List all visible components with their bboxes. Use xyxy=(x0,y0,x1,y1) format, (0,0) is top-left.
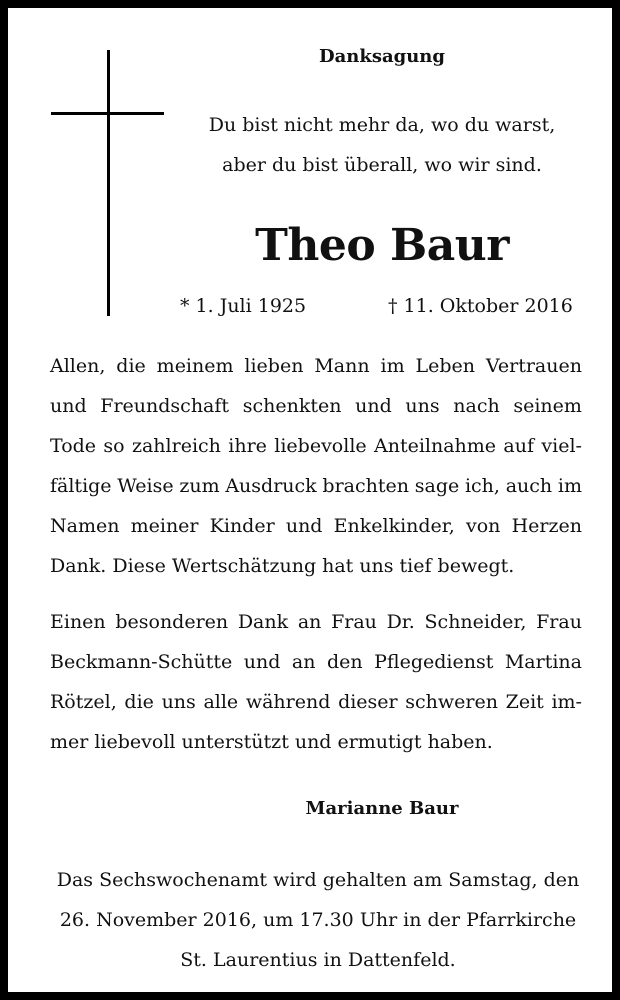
signature: Marianne Baur xyxy=(305,798,459,819)
word: so xyxy=(103,435,125,457)
word: brachten xyxy=(322,475,409,497)
last-line xyxy=(50,722,582,762)
last-line xyxy=(50,546,582,586)
cross-icon-crossbar xyxy=(51,112,164,115)
word: Namen xyxy=(50,515,120,537)
word: seinem xyxy=(513,395,582,417)
word: meinem xyxy=(156,355,234,377)
word: ihre xyxy=(228,435,267,457)
heading-danksagung: Danksagung xyxy=(319,46,445,67)
justified-line xyxy=(50,642,582,682)
word: uns xyxy=(161,691,196,713)
word: Schneider, xyxy=(424,611,527,633)
poem-line-1: Du bist nicht mehr da, wo du warst, xyxy=(208,114,556,136)
word: Allen, xyxy=(50,355,106,377)
word: lieben xyxy=(244,355,304,377)
word: meiner xyxy=(130,515,199,537)
word: Tode xyxy=(50,435,97,457)
word: bewegt. xyxy=(437,555,515,577)
word: den xyxy=(326,651,363,673)
word: schweren xyxy=(405,691,498,713)
notice-line-3: St. Laurentius in Dattenfeld. xyxy=(180,949,456,971)
word: Weise xyxy=(117,475,174,497)
justified-line xyxy=(50,602,582,642)
word: im xyxy=(380,355,405,377)
word: Einen xyxy=(50,611,106,633)
word: und xyxy=(243,651,281,673)
justified-line xyxy=(50,506,582,546)
word: viel- xyxy=(541,435,582,457)
word: und xyxy=(50,395,87,417)
word: an xyxy=(291,651,316,673)
word: während xyxy=(245,691,331,713)
word: dieser xyxy=(338,691,398,713)
word: Diese xyxy=(112,555,166,577)
word: Beckmann-Schütte xyxy=(50,651,233,673)
word: und xyxy=(294,731,332,753)
word: Zeit xyxy=(505,691,544,713)
word: nach xyxy=(453,395,500,417)
thanks-paragraph-1 xyxy=(50,346,582,586)
cross-icon xyxy=(107,50,110,316)
word: und xyxy=(285,515,323,537)
word: die xyxy=(116,355,146,377)
word: Herzen xyxy=(511,515,582,537)
word: hat xyxy=(322,555,354,577)
word: ich, xyxy=(464,475,500,497)
word: auf xyxy=(503,435,535,457)
word: Martina xyxy=(504,651,582,673)
word: zum xyxy=(179,475,220,497)
notice-line-2: 26. November 2016, um 17.30 Uhr in der Pfarrkirche xyxy=(59,909,577,931)
word: fältige xyxy=(50,475,112,497)
poem-line-2: aber du bist überall, wo wir sind. xyxy=(222,154,542,176)
deceased-name: Theo Baur xyxy=(255,220,509,271)
word: mer xyxy=(50,731,89,753)
word: Frau xyxy=(331,611,377,633)
word: Frau xyxy=(536,611,582,633)
word: Dr. xyxy=(386,611,415,633)
word: liebevoll xyxy=(94,731,176,753)
word: Rötzel, xyxy=(50,691,117,713)
word: schenkten xyxy=(242,395,342,417)
justified-line xyxy=(50,386,582,426)
word: Dank xyxy=(237,611,289,633)
word: Vertrauen xyxy=(485,355,582,377)
word: Pflegedienst xyxy=(374,651,494,673)
word: Kinder xyxy=(209,515,275,537)
word: besonderen xyxy=(115,611,229,633)
justified-line xyxy=(50,682,582,722)
mass-notice xyxy=(38,860,598,980)
word: haben. xyxy=(427,731,493,753)
word: Leben xyxy=(415,355,475,377)
word: tief xyxy=(399,555,432,577)
word: die xyxy=(124,691,154,713)
word: Dank. xyxy=(50,555,107,577)
word: uns xyxy=(405,395,440,417)
word: zahlreich xyxy=(131,435,221,457)
word: Enkelkinder, xyxy=(333,515,455,537)
word: ermutigt xyxy=(337,731,422,753)
word: auch xyxy=(505,475,553,497)
word: im xyxy=(557,475,582,497)
word: sage xyxy=(414,475,460,497)
death-date: † 11. Oktober 2016 xyxy=(388,295,573,317)
word: von xyxy=(466,515,501,537)
word: unterstützt xyxy=(181,731,289,753)
word: Mann xyxy=(314,355,370,377)
word: alle xyxy=(203,691,239,713)
word: im- xyxy=(551,691,582,713)
thanks-paragraph-2 xyxy=(50,602,582,762)
notice-line-1: Das Sechswochenamt wird gehalten am Samstag, den xyxy=(56,869,580,891)
justified-line xyxy=(50,346,582,386)
justified-line xyxy=(50,466,582,506)
word: Ausdruck xyxy=(225,475,317,497)
word: und xyxy=(355,395,392,417)
word: Anteilnahme xyxy=(374,435,497,457)
word: liebevolle xyxy=(274,435,367,457)
word: Wertschätzung xyxy=(171,555,317,577)
word: an xyxy=(297,611,322,633)
justified-line xyxy=(50,426,582,466)
word: uns xyxy=(359,555,394,577)
birth-date: * 1. Juli 1925 xyxy=(180,295,307,317)
word: Freundschaft xyxy=(100,395,230,417)
